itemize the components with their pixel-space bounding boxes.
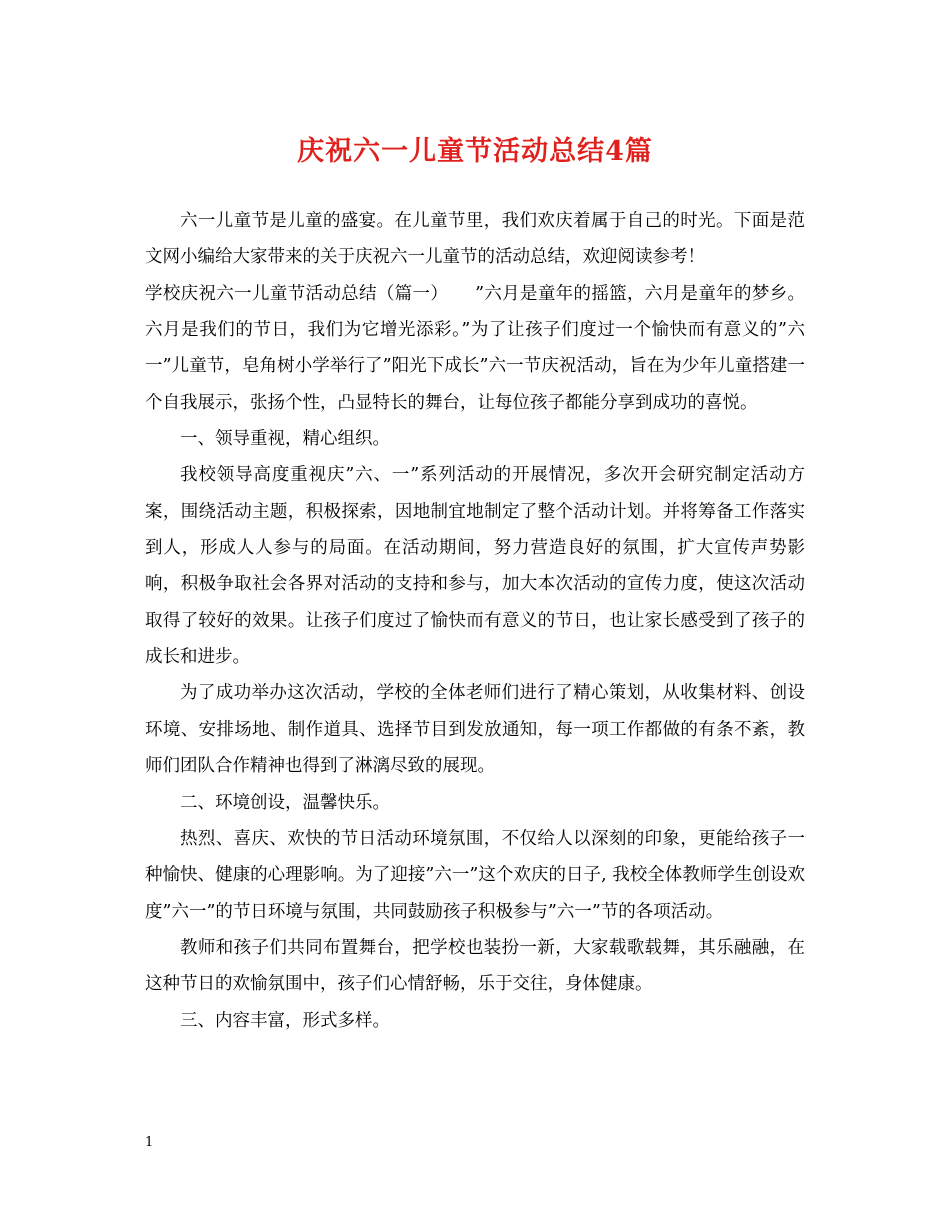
paragraph: 热烈、喜庆、欢快的节日活动环境氛围，不仅给人以深刻的印象，更能给孩子一种愉快、健康的心理影响。为了迎接”六一”这个欢庆的日子, 我校全体教师学生创设欢度”六一”的节日环境与氛围，共同鼓励孩子积极参与”六一”节的各项活动。 (145, 828, 805, 922)
section-heading: 一、领导重视，精心组织。 (180, 429, 390, 450)
paragraph: 我校领导高度重视庆”六、一”系列活动的开展情况，多次开会研究制定活动方案，围绕活动主题，积极探索，因地制宜地制定了整个活动计划。并将筹备工作落实到人，形成人人参与的局面。在活动期间，努力营造良好的氛围，扩大宣传声势影响，积极争取社会各界对活动的支持和参与，加大本次活动的宣传力度，使这次活动取得了较好的效果。让孩子们度过了愉快而有意义的节日，也让家长感受到了孩子的成长和进步。 (145, 465, 805, 668)
page-number: 1 (145, 1135, 154, 1150)
paragraph: 为了成功举办这次活动，学校的全体老师们进行了精心策划，从收集材料、创设环境、安排场地、制作道具、选择节目到发放通知，每一项工作都做的有条不紊，教师们团队合作精神也得到了淋漓尽致的展现。 (145, 683, 805, 777)
section-heading: 二、环境创设，温馨快乐。 (180, 792, 390, 813)
document-body (145, 203, 805, 1039)
paragraph: 六一儿童节是儿童的盛宴。在儿童节里，我们欢庆着属于自己的时光。下面是范文网小编给大家带来的关于庆祝六一儿童节的活动总结，欢迎阅读参考！ (145, 211, 805, 268)
paragraph: 学校庆祝六一儿童节活动总结（篇一） ”六月是童年的摇篮，六月是童年的梦乡。六月是我们的节日，我们为它增光添彩。”为了让孩子们度过一个愉快而有意义的”六一”儿童节，皂角树小学举行了”阳光下成长”六一节庆祝活动，旨在为少年儿童搭建一个自我展示，张扬个性，凸显特长的舞台，让每位孩子都能分享到成功的喜悦。 (145, 283, 805, 413)
section-heading: 三、内容丰富，形式多样。 (180, 1010, 390, 1031)
document-title: 庆祝六一儿童节活动总结4篇 (297, 136, 653, 167)
paragraph: 教师和孩子们共同布置舞台，把学校也装扮一新，大家载歌载舞，其乐融融，在这种节日的欢愉氛围中，孩子们心情舒畅，乐于交往，身体健康。 (145, 937, 805, 995)
